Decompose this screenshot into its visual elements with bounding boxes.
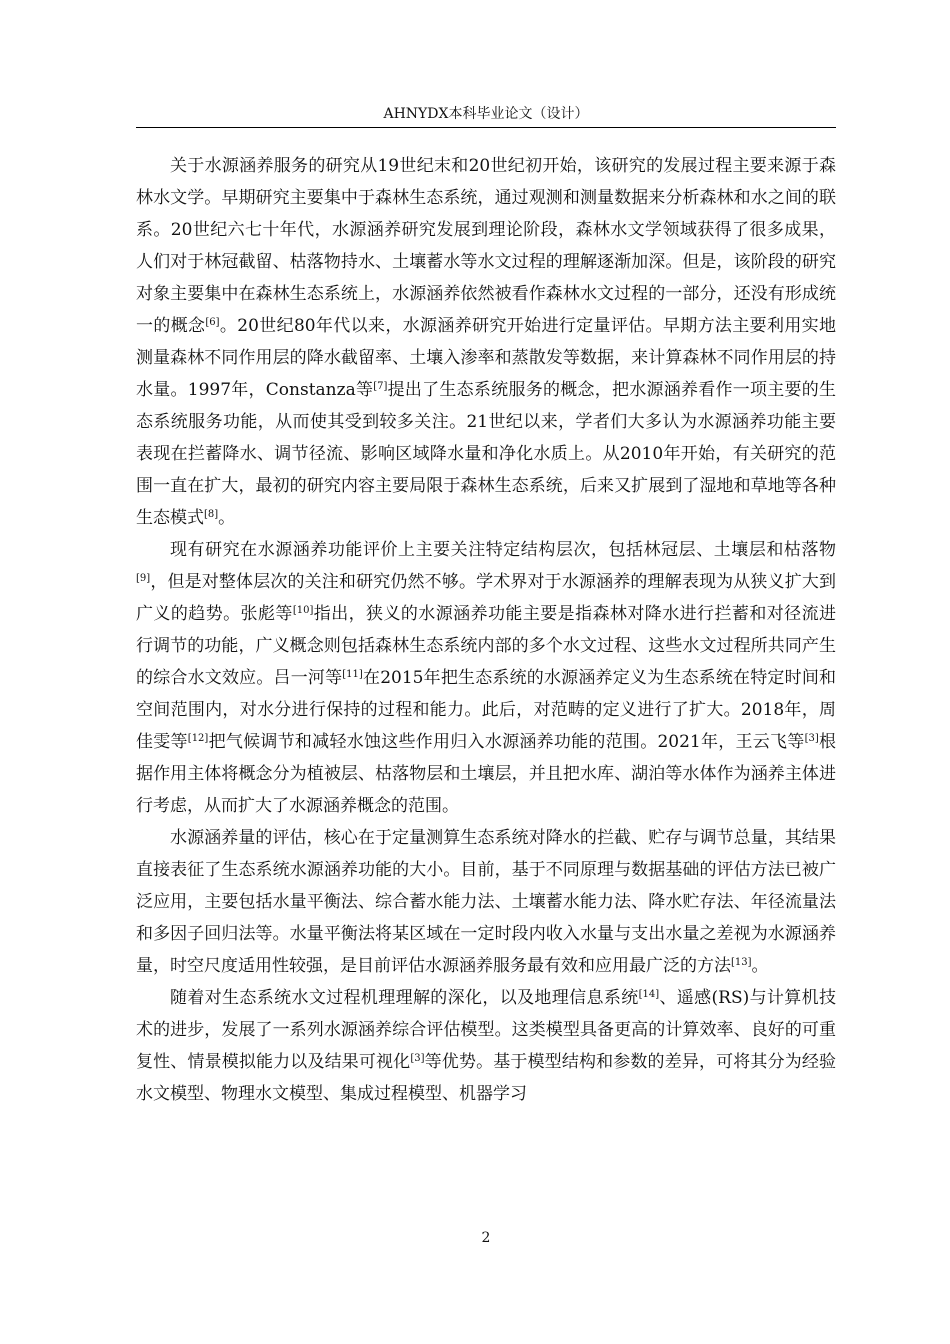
text-run: 。20世纪80年代以来，水源涵养研究开始进行定量评估。早期方法主要利用实地测量森林不同作用层的降水截留率、土壤入渗率和蒸散发等数据，来计算森林不同作用层的持水量。1997年，Constanza等 [136,316,837,400]
text-run: 指出，狭义的水源涵养功能主要是指森林对降水进行拦蓄和对径流进行调节的功能，广义概念则包括森林生态系统内部的多个水文过程、这些水文过程所共同产生的综合水文效应。吕一河等 [136,604,837,688]
citation-ref: [9] [136,573,151,584]
paragraph-2 [136,534,836,822]
paragraph-1 [136,150,836,534]
citation-ref: [14] [638,989,660,1000]
citation-ref: [13] [731,957,752,968]
citation-ref: [6] [205,317,220,328]
text-run: 水源涵养量的评估，核心在于定量测算生态系统对降水的拦截、贮存与调节总量，其结果直接表征了生态系统水源涵养功能的大小。目前，基于不同原理与数据基础的评估方法已被广泛应用，主要包括水量平衡法、综合蓄水能力法、土壤蓄水能力法、降水贮存法、年径流量法和多因子回归法等。水量平衡法将某区域在一定时段内收入水量与支出水量之差视为水源涵养量，时空尺度适用性较强，是目前评估水源涵养服务最有效和应用最广泛的方法 [136,828,836,976]
body-text [136,150,836,1110]
page-header: AHNYDX本科毕业论文（设计） [383,106,589,122]
citation-ref: [3] [410,1053,425,1064]
citation-ref: [3] [804,733,819,744]
text-run: 随着对生态系统水文过程机理理解的深化，以及地理信息系统 [170,988,639,1008]
text-run: 。 [218,508,236,528]
citation-ref: [10] [292,605,314,616]
header-rule [136,127,836,128]
paragraph-4 [136,982,836,1110]
text-run: 关于水源涵养服务的研究从19世纪末和20世纪初开始，该研究的发展过程主要来源于森林水文学。早期研究主要集中于森林生态系统，通过观测和测量数据来分析森林和水之间的联系。20世纪六七十年代，水源涵养研究发展到理论阶段，森林水文学领域获得了很多成果，人们对于林冠截留、枯落物持水、土壤蓄水等水文过程的理解逐渐加深。但是，该阶段的研究对象主要集中在森林生态系统上，水源涵养依然被看作森林水文过程的一部分，还没有形成统一的概念 [136,156,836,336]
citation-ref: [12] [187,733,209,744]
page-number: 2 [481,1230,491,1246]
text-run: 在2015年把生态系统的水源涵养定义为生态系统在特定时间和空间范围内，对水分进行保持的过程和能力。此后，对范畴的定义进行了扩大。2018年，周佳雯等 [136,668,837,752]
text-run: ，但是对整体层次的关注和研究仍然不够。学术界对于水源涵养的理解表现为从狭义扩大到广义的趋势。张彪等 [136,572,836,624]
text-run: 等优势。基于模型结构和参数的差异，可将其分为经验水文模型、物理水文模型、集成过程模型、机器学习 [136,1052,837,1104]
text-run: 提出了生态系统服务的概念，把水源涵养看作一项主要的生态系统服务功能，从而使其受到较多关注。21世纪以来，学者们大多认为水源涵养功能主要表现在拦蓄降水、调节径流、影响区域降水量和净化水质上。从2010年开始，有关研究的范围一直在扩大，最初的研究内容主要局限于森林生态系统，后来又扩展到了湿地和草地等各种生态模式 [136,380,837,528]
text-run: 、遥感(RS)与计算机技术的进步，发展了一系列水源涵养综合评估模型。这类模型具备更高的计算效率、良好的可重复性、情景模拟能力以及结果可视化 [136,988,836,1072]
text-run: 根据作用主体将概念分为植被层、枯落物层和土壤层，并且把水库、湖泊等水体作为涵养主体进行考虑，从而扩大了水源涵养概念的范围。 [136,732,837,816]
text-run: 现有研究在水源涵养功能评价上主要关注特定结构层次，包括林冠层、土壤层和枯落物 [170,540,836,560]
paragraph-3 [136,822,836,982]
text-run: 。 [751,956,769,976]
citation-ref: [11] [342,669,363,680]
text-run: 把气候调节和减轻水蚀这些作用归入水源涵养功能的范围。2021年，王云飞等 [208,732,805,752]
citation-ref: [7] [373,381,388,392]
citation-ref: [8] [204,509,219,520]
